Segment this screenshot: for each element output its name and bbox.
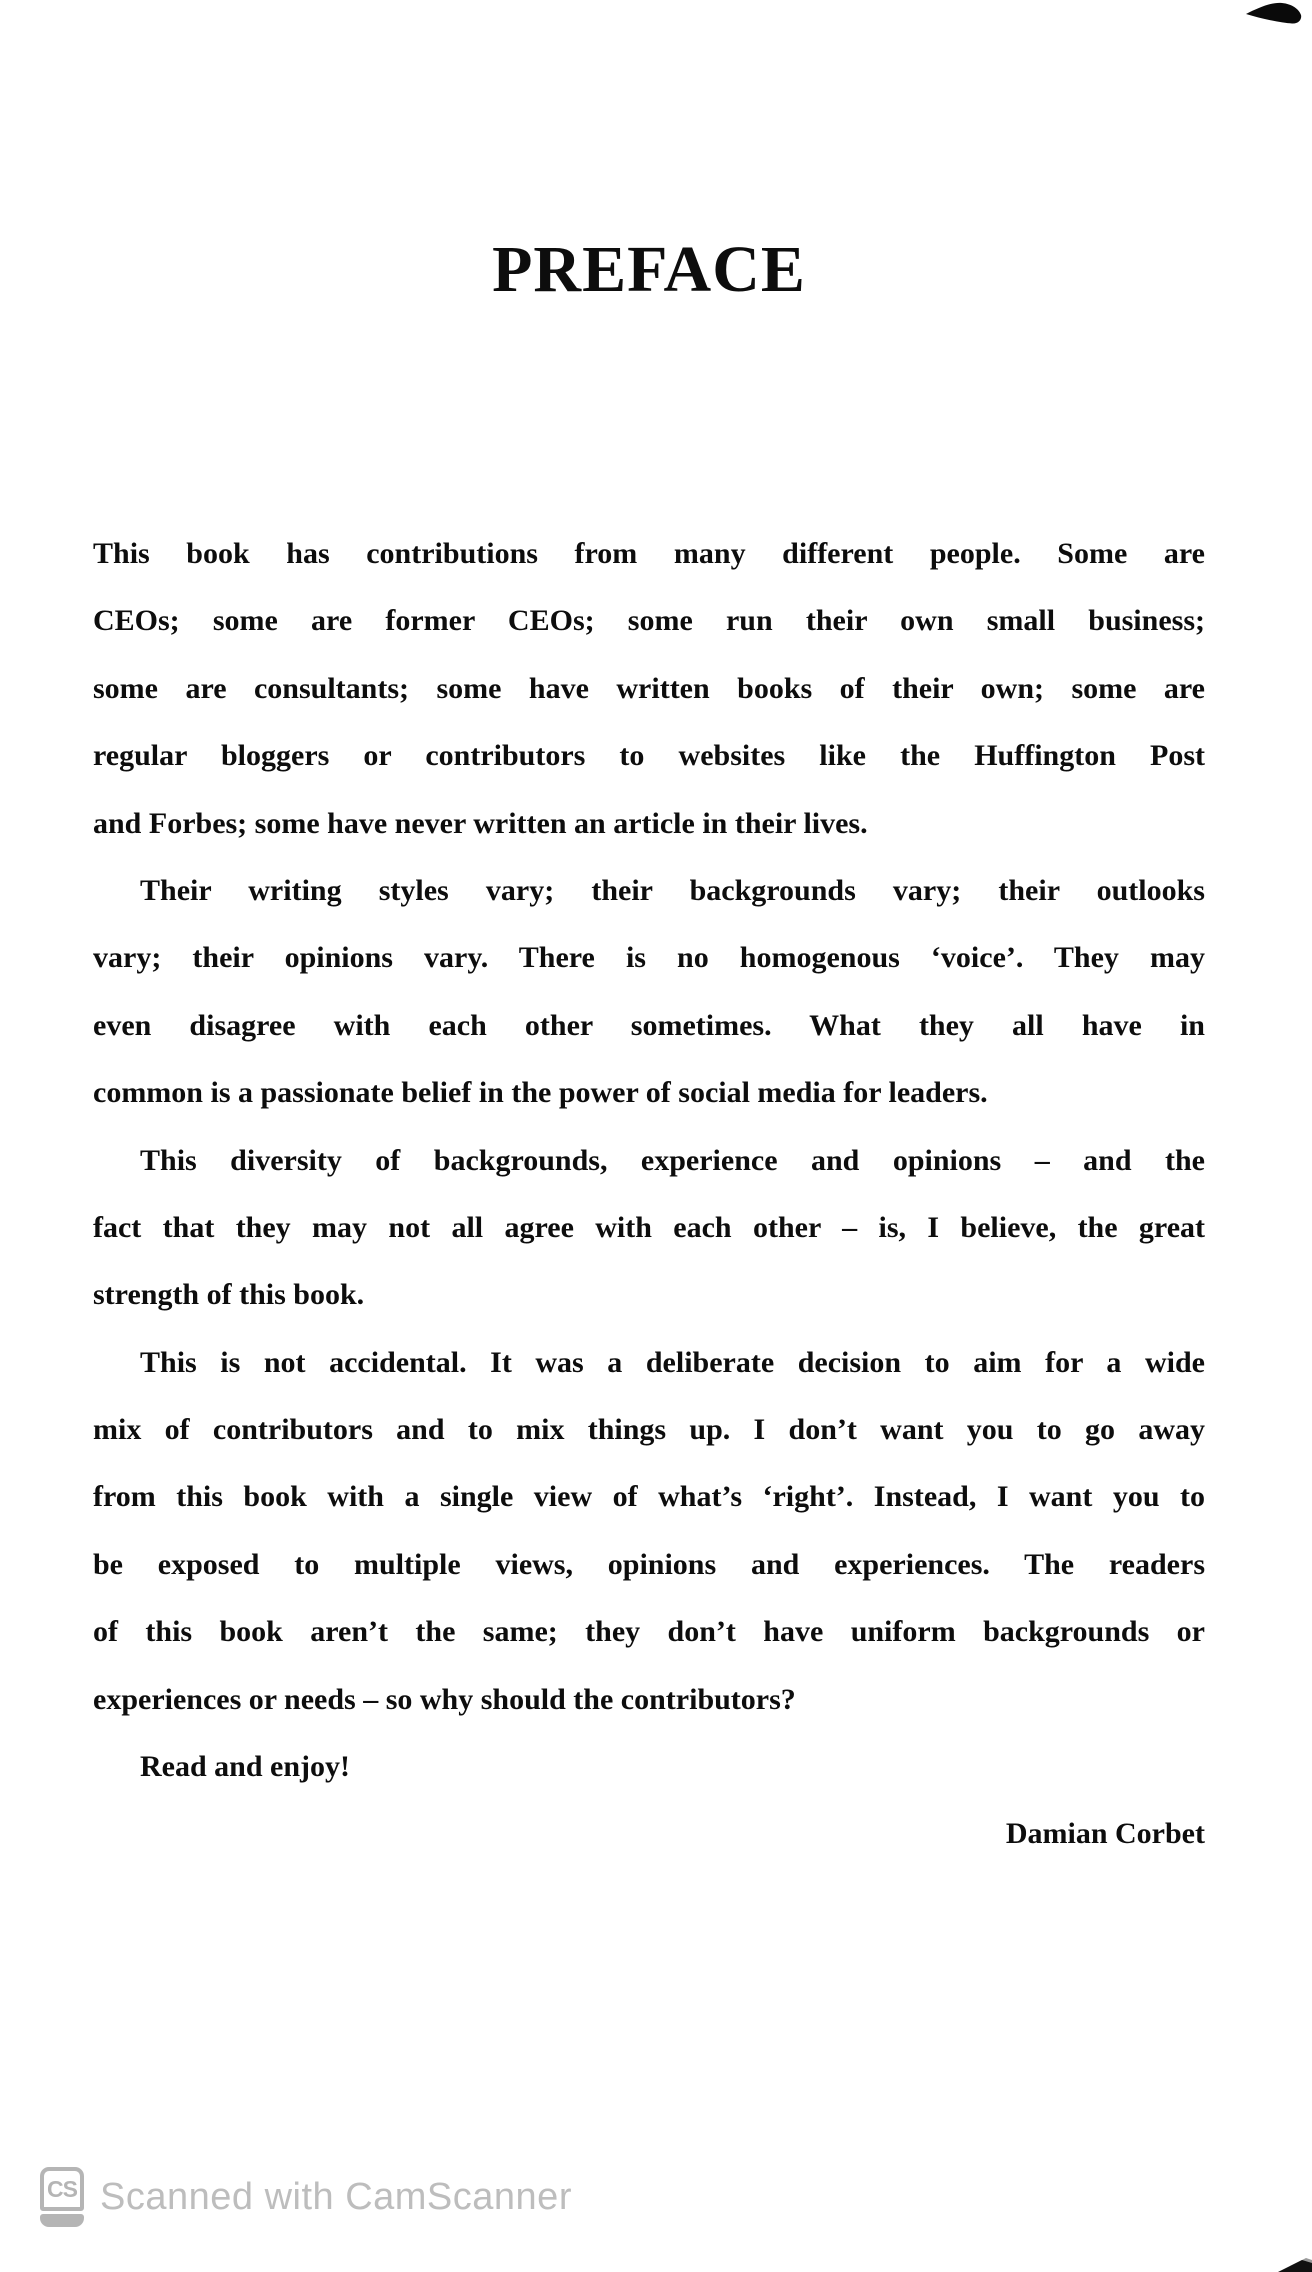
paragraph xyxy=(93,1733,1205,1800)
corner-fold-mark-icon xyxy=(1272,2250,1312,2272)
text-line: Their writing styles vary; their backgrounds vary; their outlooks xyxy=(140,873,1205,907)
text-line: of this book aren’t the same; they don’t have uniform backgrounds or xyxy=(93,1615,1205,1649)
paragraph xyxy=(93,1329,1205,1733)
camscanner-logo-text: CS xyxy=(40,2167,84,2211)
author-signature: Damian Corbet xyxy=(1005,1817,1205,1851)
text-line: strength of this book. xyxy=(93,1278,365,1312)
page-curl-mark-icon xyxy=(1246,0,1304,27)
text-line: fact that they may not all agree with each other – is, I believe, the great xyxy=(93,1210,1205,1244)
camscanner-logo-icon xyxy=(40,2167,84,2227)
text-line: even disagree with each other sometimes. What they all have in xyxy=(93,1008,1205,1042)
camscanner-footer xyxy=(40,2166,572,2228)
body-text xyxy=(93,520,1205,1868)
text-line: experiences or needs – so why should the contributors? xyxy=(93,1682,796,1716)
text-line: regular bloggers or contributors to websites like the Huffington Post xyxy=(93,739,1205,773)
paragraph xyxy=(93,1127,1205,1329)
text-line: and Forbes; some have never written an article in their lives. xyxy=(93,806,868,840)
text-line: This is not accidental. It was a deliberate decision to aim for a wide xyxy=(140,1345,1205,1379)
text-line: mix of contributors and to mix things up. I don’t want you to go away xyxy=(93,1413,1205,1447)
text-line: This book has contributions from many different people. Some are xyxy=(93,537,1205,570)
text-line: common is a passionate belief in the power of social media for leaders. xyxy=(93,1076,988,1110)
text-line: from this book with a single view of what’s ‘right’. Instead, I want you to xyxy=(93,1480,1205,1514)
watermark-text: Scanned with CamScanner xyxy=(100,2175,572,2218)
paragraph xyxy=(93,857,1205,1127)
text-line: This diversity of backgrounds, experience and opinions – and the xyxy=(140,1143,1205,1177)
page-title: PREFACE xyxy=(492,233,806,306)
text-line: CEOs; some are former CEOs; some run their own small business; xyxy=(93,604,1205,638)
text-line: Read and enjoy! xyxy=(140,1750,351,1784)
text-line: be exposed to multiple views, opinions and experiences. The readers xyxy=(93,1547,1205,1581)
camscanner-logo-bar xyxy=(40,2214,84,2227)
text-line: vary; their opinions vary. There is no homogenous ‘voice’. They may xyxy=(93,941,1205,975)
text-line: some are consultants; some have written books of their own; some are xyxy=(93,671,1205,705)
paragraph xyxy=(93,520,1205,857)
